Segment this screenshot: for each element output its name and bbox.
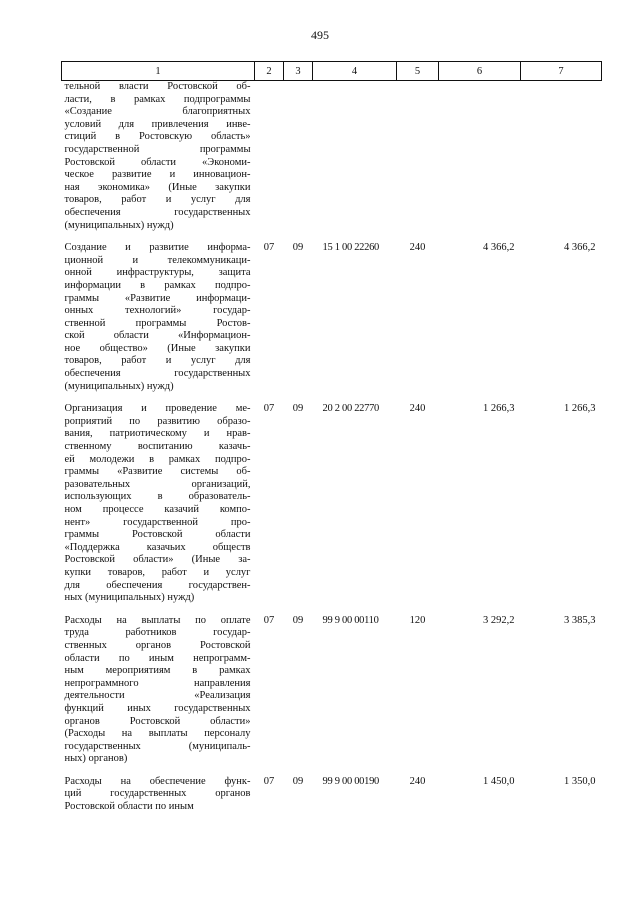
budget-table [61,61,602,814]
description-line: Расходы на обеспечение функ- [64,775,251,787]
description-line: (муниципальных) нужд) [64,219,174,231]
description-line: Ростовской области по иным [64,801,194,813]
description-line: ным мероприятиям в рамках [64,665,251,677]
description-line: ционной и телекоммуникаци- [64,254,251,266]
table-header-row [62,62,602,81]
subsection-code: 09 [292,403,304,415]
description-line: государственной программы [64,143,251,155]
expense-description [62,403,255,605]
amount-year-2: 4 366,2 [564,242,596,254]
description-line: ей молодежи в рамках подпро- [64,453,251,465]
description-line: Организация и проведение ме- [64,403,251,415]
page-number: 495 [311,28,329,42]
description-line: (Расходы на выплаты персоналу [64,728,251,740]
amount-year-1: 1 266,3 [483,403,515,415]
description-line: граммы «Развитие системы об- [64,466,251,478]
table-body [62,81,602,814]
description-line: ственной программы Ростов- [64,317,251,329]
table-row [62,403,602,605]
description-line: онной инфраструктуры, защита [64,267,251,279]
subsection-code: 09 [292,242,304,254]
amount-year-1 [439,81,521,233]
table-row [62,242,602,393]
description-line: онных технологий» государ- [64,305,251,317]
column-header: 1 [62,62,255,81]
target-article-code [313,81,397,233]
section-code: 07 [263,614,275,626]
expense-type-code: 120 [409,614,426,626]
description-line: непрограммного направления [64,677,251,689]
section-code: 07 [263,242,275,254]
target-article-code: 15 1 00 22260 [322,242,379,254]
description-line: ном процессе казачий компо- [64,504,251,515]
section-code: 07 [263,775,275,787]
subsection-code: 09 [292,775,304,787]
table-row [62,81,602,233]
description-line: «Создание благоприятных [64,106,251,118]
target-article-code: 99 9 00 00190 [322,775,379,787]
description-line: ственных органов Ростовской [64,639,251,651]
description-line: ций государственных органов [64,788,251,800]
description-line: ное общество» (Иные закупки [64,342,251,354]
amount-year-1: 4 366,2 [483,242,515,254]
description-line: обеспечения государственных [64,206,251,218]
description-line: граммы Ростовской области [64,529,251,541]
amount-year-1: 1 450,0 [483,775,515,787]
section-code [255,81,284,233]
description-line: Расходы на выплаты по оплате [64,614,251,626]
expense-description [62,615,255,766]
description-line: тельной власти Ростовской об- [64,81,251,92]
description-line: использующих в образователь- [64,491,251,503]
description-line: государственных (муниципаль- [64,740,251,752]
amount-year-2: 1 350,0 [564,775,596,787]
description-line: граммы «Развитие информаци- [64,292,251,304]
column-header: 3 [284,62,313,81]
description-line: деятельности «Реализация [64,690,251,702]
amount-year-1: 3 292,2 [483,614,515,626]
expense-type-code: 240 [409,775,426,787]
description-line: области по иным непрограмм- [64,652,251,664]
expense-type-code: 240 [409,242,426,254]
row-spacer [62,393,602,403]
description-line: разовательных организаций, [64,478,251,490]
description-line: товаров, работ и услуг для [64,355,251,367]
description-line: ской области «Информацион- [64,330,251,342]
section-code: 07 [263,403,275,415]
row-spacer [62,232,602,242]
column-header: 6 [439,62,521,81]
description-line: Ростовской области» (Иные за- [64,554,251,566]
description-line: ных) органов) [64,753,128,765]
column-header: 4 [313,62,397,81]
description-line: «Поддержка казачьих обществ [64,541,251,553]
expense-description [62,81,255,233]
description-line: условий для привлечения инве- [64,118,251,130]
amount-year-2: 1 266,3 [564,403,596,415]
description-line: ласти, в рамках подпрограммы [64,93,251,105]
description-line: купки товаров, работ и услуг [64,566,251,578]
target-article-code: 99 9 00 00110 [322,614,379,626]
description-line: ственному воспитанию казачь- [64,441,251,453]
amount-year-2: 3 385,3 [564,614,596,626]
description-line: обеспечения государственных [64,368,251,380]
row-spacer [62,605,602,615]
description-line: Создание и развитие информа- [64,242,251,254]
description-line: (муниципальных) нужд) [64,380,174,392]
amount-year-2 [521,81,602,233]
expense-description [62,242,255,393]
expense-type-code: 240 [409,403,426,415]
description-line: информации в рамках подпро- [64,279,251,291]
column-header: 2 [255,62,284,81]
target-article-code: 20 2 00 22770 [322,403,379,415]
description-line: ная экономика» (Иные закупки [64,181,251,193]
description-line: труда работников государ- [64,627,251,639]
description-line: вания, патриотическому и нрав- [64,428,251,440]
expense-description [62,776,255,814]
subsection-code [284,81,313,233]
table-row [62,615,602,766]
description-line: ных (муниципальных) нужд) [64,592,195,604]
description-line: ческое развитие и инновацион- [64,169,251,181]
column-header: 5 [397,62,439,81]
row-spacer [62,766,602,776]
description-line: товаров, работ и услуг для [64,194,251,206]
column-header: 7 [521,62,602,81]
description-line: органов Ростовской области» [64,715,251,727]
description-line: нент» государственной про- [64,516,251,528]
description-line: функций иных государственных [64,702,251,714]
table-row [62,776,602,814]
description-line: Ростовской области «Экономи- [64,156,251,168]
expense-type-code [397,81,439,233]
description-line: стиций в Ростовскую область» [64,131,251,143]
description-line: роприятий по развитию образо- [64,415,251,427]
description-line: для обеспечения государствен- [64,579,251,591]
subsection-code: 09 [292,614,304,626]
